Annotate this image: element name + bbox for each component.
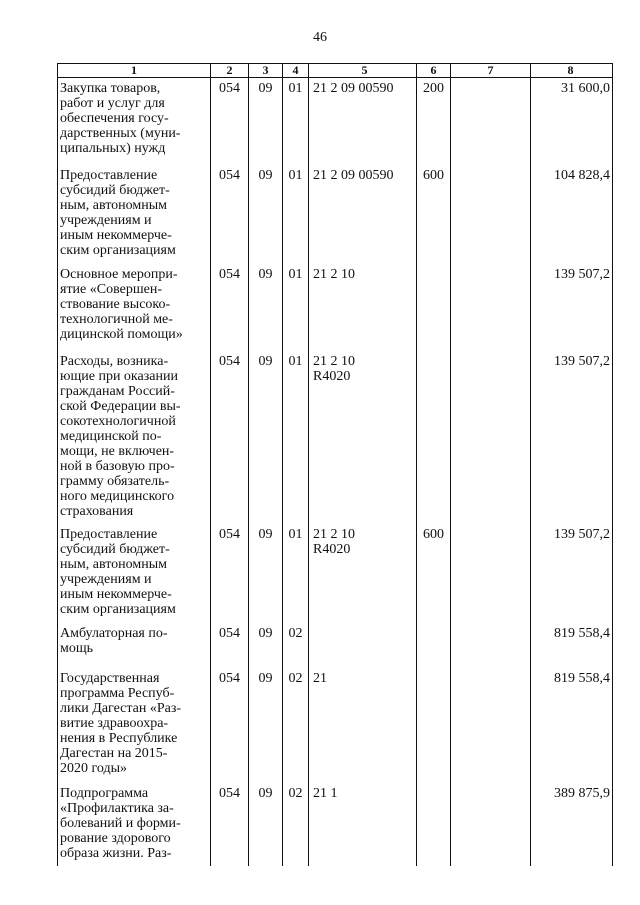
row-col7-cell [451,623,531,668]
row-section-code-cell: 09 [249,668,283,783]
row-ministry-code-cell: 054 [211,783,249,866]
row-expense-type-cell: 200 [417,78,451,166]
table-body [58,78,613,867]
table-row [58,351,613,524]
row-col7-cell [451,78,531,166]
row-ministry-code-cell: 054 [211,524,249,623]
row-amount-cell: 139 507,2 [531,524,613,623]
budget-table [57,63,613,866]
row-ministry-code-cell: 054 [211,165,249,264]
page-number: 46 [313,30,327,45]
header-col-7: 7 [451,64,531,78]
row-subsection-code-cell: 02 [283,623,309,668]
table-row [58,78,613,166]
row-amount-cell: 139 507,2 [531,264,613,351]
row-subsection-code-cell: 02 [283,783,309,866]
row-expense-type-cell: 600 [417,165,451,264]
row-name-cell: Амбулаторная по- мощь [58,623,211,668]
row-ministry-code-cell: 054 [211,623,249,668]
row-expense-type-cell [417,783,451,866]
header-row [58,64,613,78]
table-row [58,668,613,783]
row-section-code-cell: 09 [249,165,283,264]
row-ministry-code-cell: 054 [211,668,249,783]
row-name-cell: Основное меропри- ятие «Совершен- ствование высоко- технологичной ме- дицинской помощи» [58,264,211,351]
row-section-code-cell: 09 [249,264,283,351]
row-subsection-code-cell: 01 [283,78,309,166]
row-ministry-code-cell: 054 [211,351,249,524]
row-col7-cell [451,351,531,524]
row-expense-type-cell [417,351,451,524]
row-subsection-code-cell: 01 [283,351,309,524]
row-col7-cell [451,165,531,264]
row-name-cell: Подпрограмма «Профилактика за- болеваний и форми- рование здорового образа жизни. Раз- [58,783,211,866]
row-expense-type-cell [417,668,451,783]
row-name-cell: Государственная программа Респуб- лики Дагестан «Раз- витие здравоохра- нения в Республике Дагестан на 2015- 2020 годы» [58,668,211,783]
row-target-article-cell [309,623,417,668]
row-target-article-cell: 21 2 10 R4020 [309,524,417,623]
header-col-6: 6 [417,64,451,78]
row-amount-cell: 819 558,4 [531,668,613,783]
row-target-article-cell: 21 1 [309,783,417,866]
row-col7-cell [451,668,531,783]
row-amount-cell: 139 507,2 [531,351,613,524]
header-col-1: 1 [58,64,211,78]
table-row [58,623,613,668]
header-col-3: 3 [249,64,283,78]
row-ministry-code-cell: 054 [211,78,249,166]
row-name-cell: Закупка товаров, работ и услуг для обеспечения госу- дарственных (муни- ципальных) нужд [58,78,211,166]
row-col7-cell [451,524,531,623]
row-section-code-cell: 09 [249,351,283,524]
header-col-8: 8 [531,64,613,78]
header-col-4: 4 [283,64,309,78]
row-section-code-cell: 09 [249,524,283,623]
row-name-cell: Предоставление субсидий бюджет- ным, автономным учреждениям и иным некоммерче- ским организациям [58,524,211,623]
row-target-article-cell: 21 2 10 R4020 [309,351,417,524]
row-expense-type-cell [417,623,451,668]
row-target-article-cell: 21 2 09 00590 [309,165,417,264]
table-row [58,524,613,623]
table-row [58,264,613,351]
table-row [58,165,613,264]
header-col-5: 5 [309,64,417,78]
row-expense-type-cell: 600 [417,524,451,623]
row-section-code-cell: 09 [249,783,283,866]
row-name-cell: Предоставление субсидий бюджет- ным, автономным учреждениям и иным некоммерче- ским организациям [58,165,211,264]
row-section-code-cell: 09 [249,623,283,668]
row-subsection-code-cell: 01 [283,165,309,264]
header-col-2: 2 [211,64,249,78]
row-amount-cell: 104 828,4 [531,165,613,264]
row-name-cell: Расходы, возника- ющие при оказании гражданам Россий- ской Федерации вы- сокотехнологичной медицинской по- мощи, не включен- ной в базовую про- грамму обязатель- ного медицинского страхования [58,351,211,524]
table-row [58,783,613,866]
row-target-article-cell: 21 2 09 00590 [309,78,417,166]
row-amount-cell: 389 875,9 [531,783,613,866]
row-ministry-code-cell: 054 [211,264,249,351]
row-amount-cell: 819 558,4 [531,623,613,668]
row-target-article-cell: 21 2 10 [309,264,417,351]
row-section-code-cell: 09 [249,78,283,166]
row-expense-type-cell [417,264,451,351]
row-amount-cell: 31 600,0 [531,78,613,166]
row-subsection-code-cell: 02 [283,668,309,783]
row-subsection-code-cell: 01 [283,524,309,623]
row-col7-cell [451,783,531,866]
row-col7-cell [451,264,531,351]
row-subsection-code-cell: 01 [283,264,309,351]
row-target-article-cell: 21 [309,668,417,783]
